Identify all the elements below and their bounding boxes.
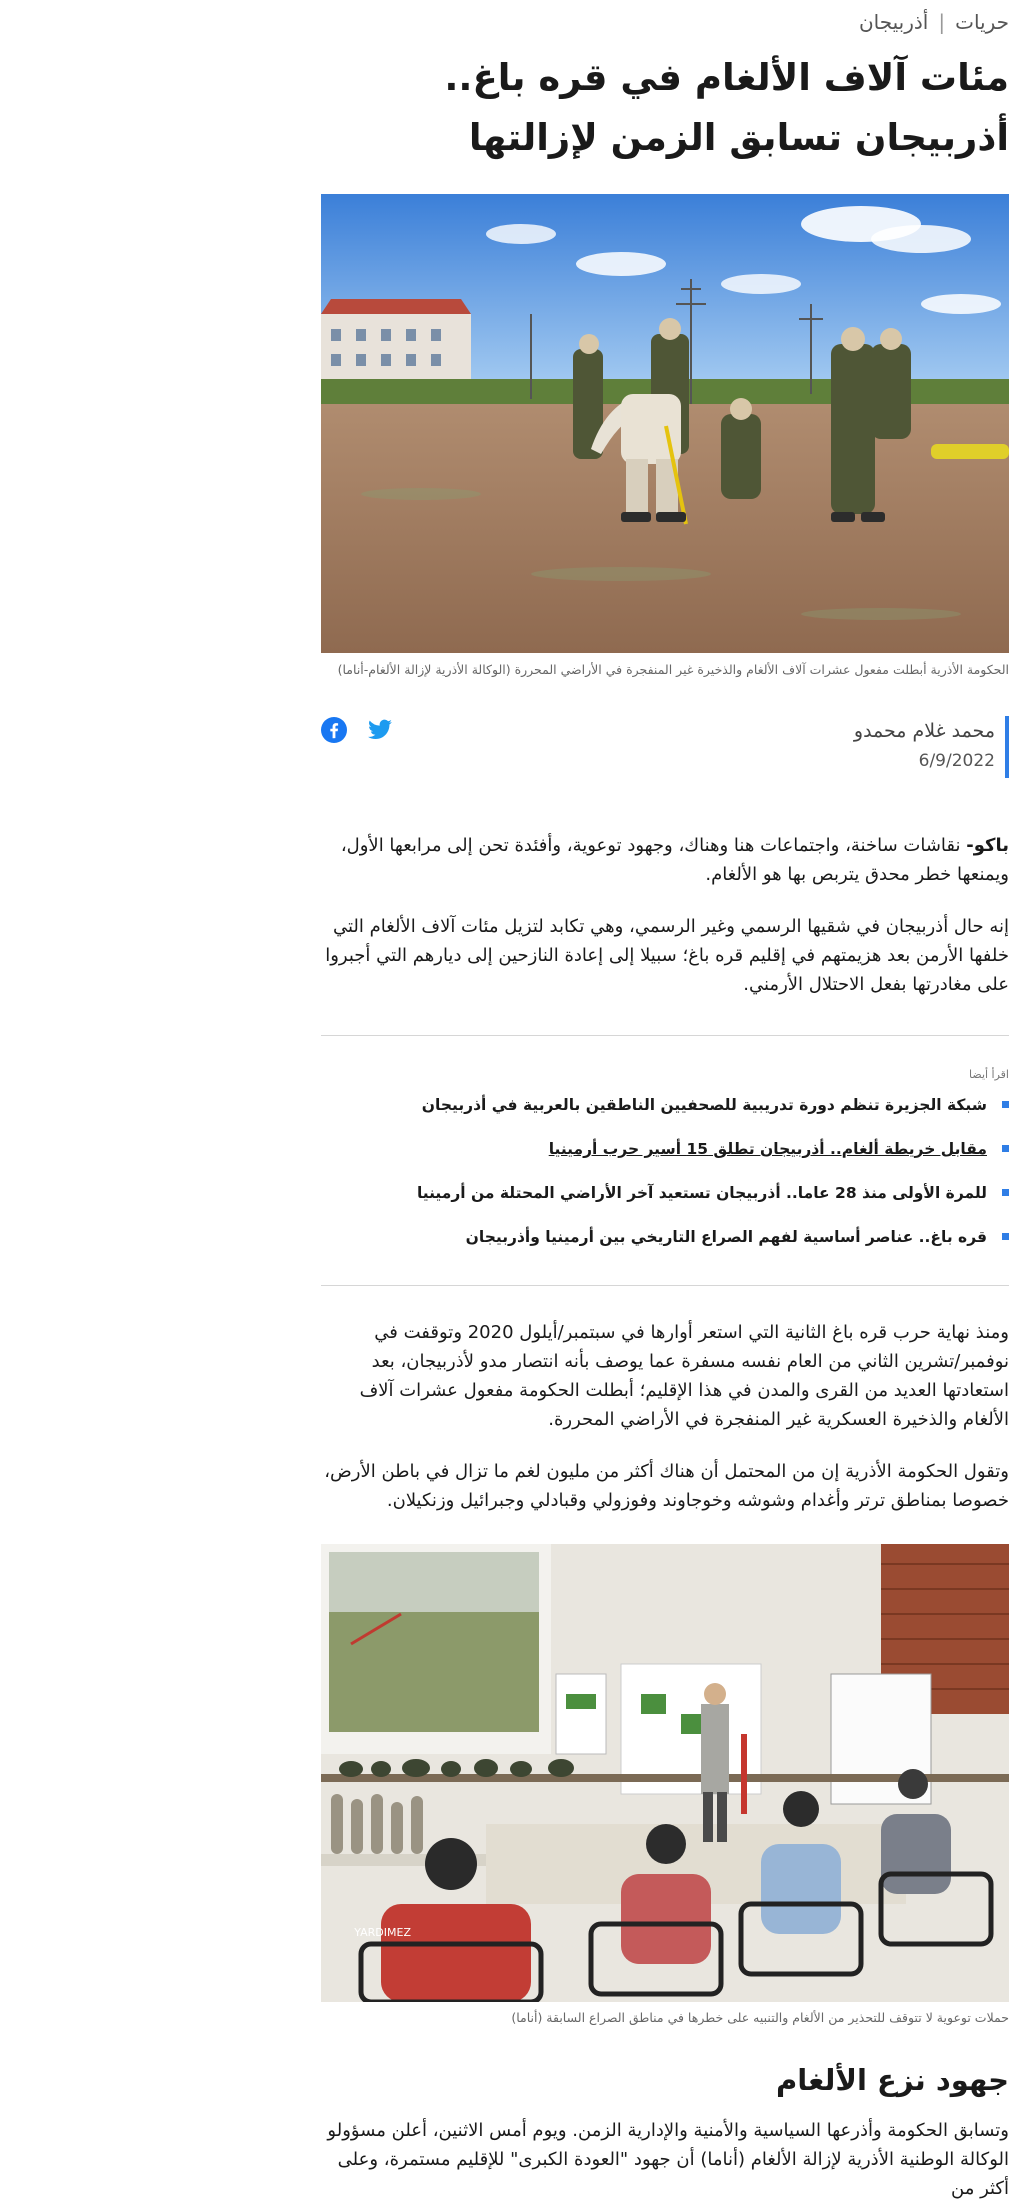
awareness-class-image: [321, 1544, 1009, 2002]
breadcrumb-link-azerbaijan[interactable]: أذربيجان: [858, 10, 929, 34]
divider-top: [321, 1035, 1009, 1036]
related-article-link[interactable]: قره باغ.. عناصر أساسية لفهم الصراع التاريخي بين أرمينيا وأذربيجان: [465, 1228, 987, 1246]
page-title: مئات آلاف الألغام في قره باغ.. أذربيجان تسابق الزمن لإزالتها: [444, 56, 1009, 159]
related-article[interactable]: [321, 1224, 1009, 1268]
breadcrumb: [859, 10, 1009, 34]
section-heading: جهود نزع الألغام: [776, 2063, 1009, 2097]
share-bar: [321, 717, 393, 743]
related-article[interactable]: [321, 1136, 1009, 1180]
author-name[interactable]: محمد غلام محمدو: [853, 720, 995, 742]
related-article-link[interactable]: للمرة الأولى منذ 28 عاما.. أذربيجان تستعيد آخر الأراضي المحتلة من أرمينيا: [416, 1184, 987, 1202]
article-photo-awareness-class: [321, 1544, 1009, 2002]
article-photo-deminers: [321, 194, 1009, 653]
divider-bottom: [321, 1285, 1009, 1286]
photo2-caption: حملات توعوية لا تتوقف للتحذير من الألغام والتنبيه على خطرها في مناطق الصراع السابقة (أناما): [511, 2010, 1009, 2025]
byline: [321, 716, 1009, 778]
breadcrumb-link-freedoms[interactable]: حريات: [955, 10, 1009, 34]
shirt-text: YARDIMEZ: [354, 1926, 411, 1939]
deminers-image: [321, 194, 1009, 653]
photo1-caption: الحكومة الأذرية أبطلت مفعول عشرات آلاف الألغام والذخيرة غير المنفجرة في الأراضي المحررة (الوكالة الأذرية لإزالة الألغام-أناما): [337, 662, 1009, 677]
paragraph-3: ومنذ نهاية حرب قره باغ الثانية التي استعر أوارها في سبتمبر/أيلول 2020 وتوقفت في نوفمبر/تشرين الثاني من العام نفسه مسفرة عما يوصف بأنه انتصار مدو لأذربيجان، بعد استعادتها العديد من القرى والمدن في هذا الإقليم؛ أبطلت الحكومة مفعول عشرات آلاف الألغام والذخيرة العسكرية غير المنفجرة في الأراضي المحررة.: [359, 1322, 1009, 1430]
paragraph-2: إنه حال أذربيجان في شقيها الرسمي وغير الرسمي، وهي تكابد لتزيل مئات آلاف الألغام التي خلفها الأرمن بعد هزيمتهم في إقليم قره باغ؛ سبيلا إلى إعادة النازحين إلى ديارهم التي أجبروا على مغادرتها بفعل الاحتلال الأرمني.: [325, 916, 1009, 995]
related-article[interactable]: [321, 1092, 1009, 1136]
dateline: باكو-: [966, 835, 1009, 856]
related-article[interactable]: [321, 1180, 1009, 1224]
facebook-icon[interactable]: [321, 717, 347, 743]
related-article-link[interactable]: مقابل خريطة ألغام.. أذربيجان تطلق 15 أسير حرب أرمينيا: [548, 1140, 987, 1158]
publish-date: 6/9/2022: [918, 751, 995, 771]
paragraph-1-text: نقاشات ساخنة، واجتماعات هنا وهناك، وجهود توعوية، وأفئدة تحن إلى مرابعها الأول، ويمنعها خطر محدق يتربص بها هو الألغام.: [340, 835, 1009, 885]
read-also-label: اقرأ أيضا: [969, 1068, 1009, 1081]
paragraph-1: [321, 831, 1009, 889]
related-article-link[interactable]: شبكة الجزيرة تنظم دورة تدريبية للصحفيين الناطقين بالعربية في أذربيجان: [421, 1096, 987, 1114]
byline-accent-bar: [1005, 716, 1009, 778]
related-articles-list: [321, 1092, 1009, 1268]
paragraph-4: وتقول الحكومة الأذرية إن من المحتمل أن هناك أكثر من مليون لغم ما تزال في باطن الأرض، خصوصا بمناطق ترتر وأغدام وشوشه وخوجاوند وفوزولي وقبادلي وجبرائيل وزنكيلان.: [324, 1461, 1009, 1511]
breadcrumb-separator: |: [938, 10, 946, 34]
twitter-icon[interactable]: [367, 717, 393, 743]
paragraph-5: وتسابق الحكومة وأذرعها السياسية والأمنية والإدارية الزمن. ويوم أمس الاثنين، أعلن مسؤولو الوكالة الوطنية الأذرية لإزالة الألغام (أناما) أن جهود "العودة الكبرى" للإقليم مستمرة، وعلى أكثر من: [327, 2120, 1009, 2199]
